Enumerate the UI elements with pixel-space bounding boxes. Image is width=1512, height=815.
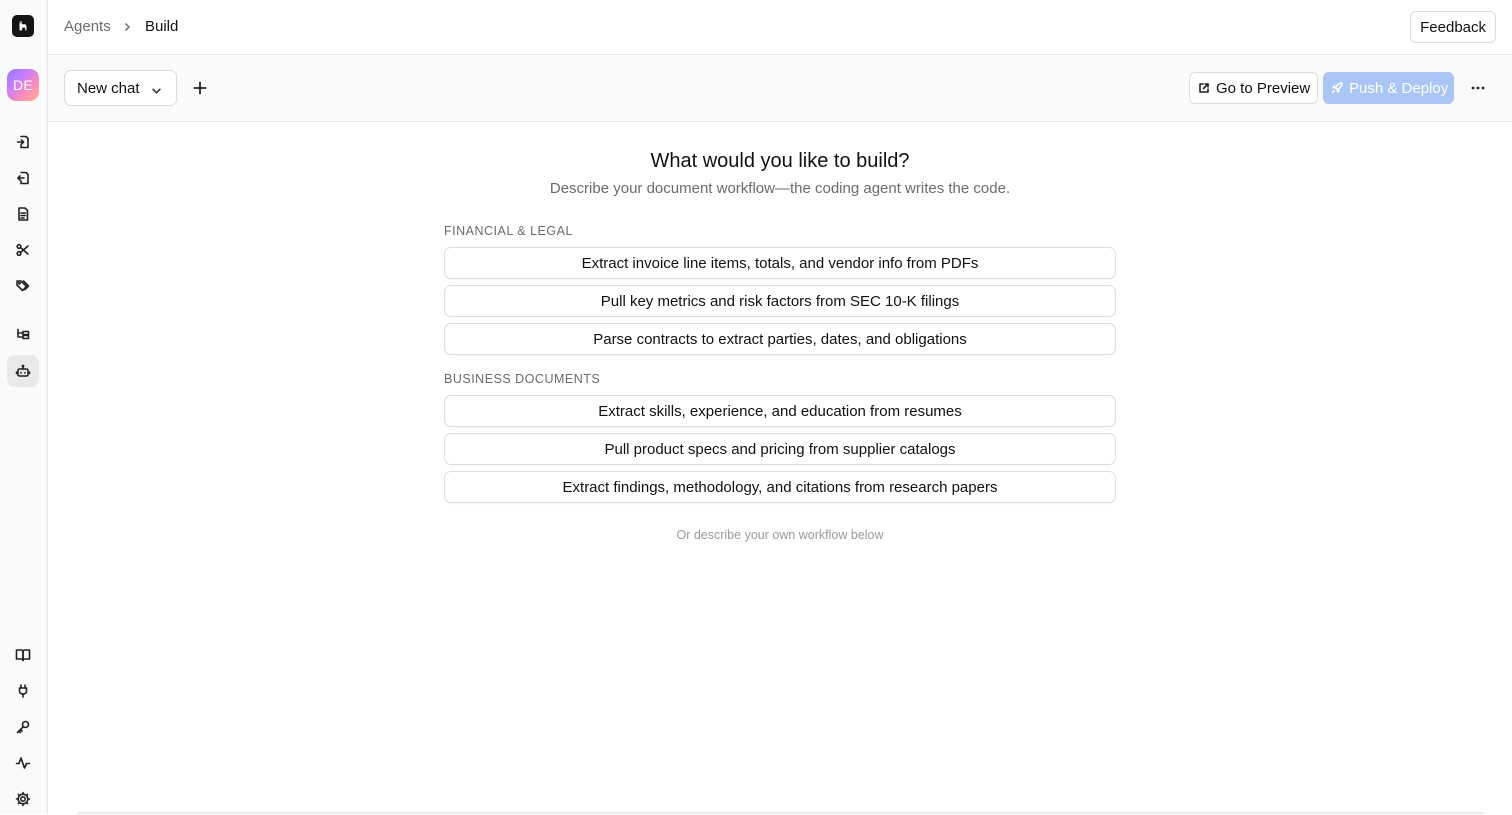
tag-icon[interactable] — [7, 270, 39, 302]
page-subtitle: Describe your document workflow—the coding agent writes the code. — [549, 180, 1011, 197]
export-icon[interactable] — [7, 162, 39, 194]
section-label-financial-legal: FINANCIAL & LEGAL — [444, 224, 573, 238]
plug-icon[interactable] — [7, 675, 39, 707]
agent-bot-icon[interactable] — [7, 355, 39, 387]
chat-select-value: New chat — [77, 79, 140, 97]
gear-icon[interactable] — [7, 783, 39, 815]
document-icon[interactable] — [7, 198, 39, 230]
go-to-preview-button[interactable] — [1189, 72, 1318, 104]
app-logo[interactable] — [12, 15, 34, 37]
key-icon[interactable] — [7, 711, 39, 743]
custom-workflow-hint: Or describe your own workflow below — [676, 528, 884, 542]
preview-label: Go to Preview — [1216, 79, 1311, 97]
page-title: What would you like to build? — [650, 150, 910, 172]
new-chat-plus-button[interactable] — [184, 72, 216, 104]
section-label-business-documents: BUSINESS DOCUMENTS — [444, 372, 601, 386]
chevron-down-icon — [151, 83, 162, 100]
workflow-icon[interactable] — [7, 319, 39, 351]
suggestion-invoice[interactable]: Extract invoice line items, totals, and vendor info from PDFs — [444, 247, 1116, 279]
suggestion-research-papers[interactable]: Extract findings, methodology, and citations from research papers — [444, 471, 1116, 503]
rocket-icon — [1331, 82, 1343, 94]
llama-logo-icon — [16, 19, 30, 33]
chat-toolbar — [48, 55, 1512, 122]
ellipsis-icon — [1470, 80, 1486, 96]
chat-select[interactable] — [64, 70, 177, 106]
scissors-icon[interactable] — [7, 234, 39, 266]
suggestion-catalogs[interactable]: Pull product specs and pricing from supplier catalogs — [444, 433, 1116, 465]
activity-icon[interactable] — [7, 747, 39, 779]
book-icon[interactable] — [7, 639, 39, 671]
top-bar — [48, 0, 1512, 55]
suggestion-resumes[interactable]: Extract skills, experience, and education from resumes — [444, 395, 1116, 427]
push-deploy-button[interactable] — [1323, 72, 1454, 104]
import-icon[interactable] — [7, 126, 39, 158]
more-options-button[interactable] — [1462, 72, 1494, 104]
main-content — [48, 122, 1512, 814]
sidebar — [0, 0, 48, 814]
chevron-right-icon — [121, 18, 133, 36]
breadcrumb-build: Build — [145, 18, 179, 35]
plus-icon — [193, 81, 207, 95]
suggestion-sec-10k[interactable]: Pull key metrics and risk factors from SEC 10-K filings — [444, 285, 1116, 317]
feedback-button[interactable]: Feedback — [1410, 11, 1496, 43]
user-avatar[interactable]: DE — [7, 69, 39, 101]
external-link-icon — [1198, 82, 1210, 94]
suggestion-contracts[interactable]: Parse contracts to extract parties, dates, and obligations — [444, 323, 1116, 355]
breadcrumb-agents[interactable]: Agents — [64, 18, 111, 35]
deploy-label: Push & Deploy — [1349, 79, 1449, 97]
